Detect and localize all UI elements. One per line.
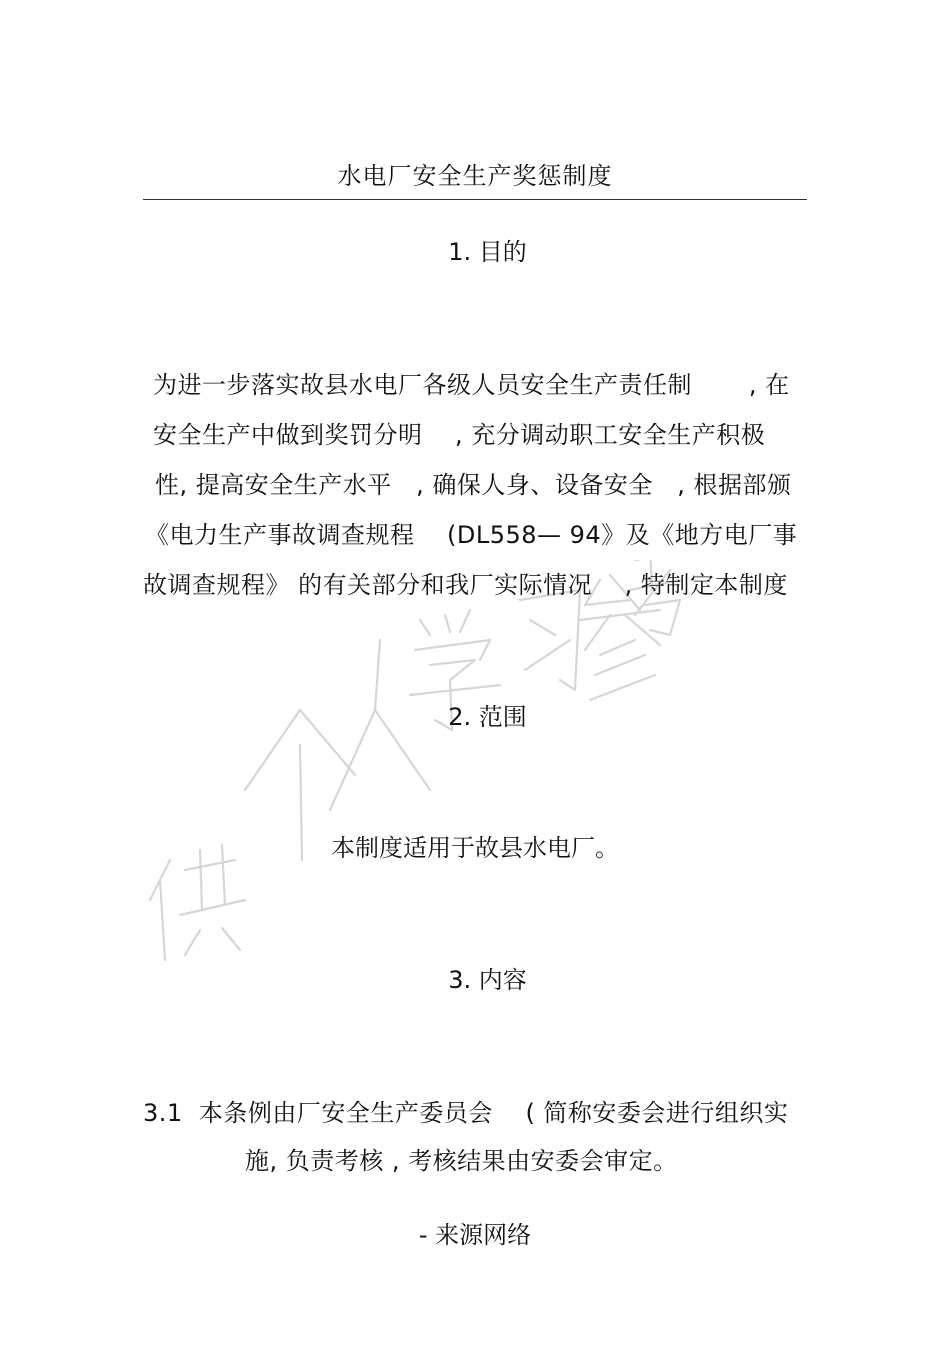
paragraph-line: 3.1 本条例由厂安全生产委员会 ( 简称安委会进行组织实 — [143, 1099, 789, 1127]
paragraph-line: 《电力生产事故调查规程 (DL558— 94》及《地方电厂事 — [145, 521, 798, 549]
paragraph-line: 施, 负责考核 , 考核结果由安委会审定。 — [245, 1147, 678, 1175]
paragraph-line: 故调查规程》 的有关部分和我厂实际情况 , 特制定本制度 — [143, 571, 788, 599]
paragraph-line: 性, 提高安全生产水平 , 确保人身、设备安全 , 根据部颁 — [155, 471, 792, 499]
scope-text: 本制度适用于故县水电厂。 — [331, 834, 619, 862]
section-heading-content: 3. 内容 — [448, 966, 527, 994]
source-footer: - 来源网络 — [418, 1221, 532, 1249]
watermark-signature — [130, 560, 690, 980]
section-heading-scope: 2. 范围 — [448, 703, 527, 731]
paragraph-line: 为进一步落实故县水电厂各级人员安全生产责任制 , 在 — [153, 371, 790, 399]
document-title: 水电厂安全生产奖惩制度 — [337, 162, 613, 190]
paragraph-line: 安全生产中做到奖罚分明 , 充分调动职工安全生产积极 — [153, 421, 766, 449]
title-divider — [143, 199, 807, 200]
section-heading-purpose: 1. 目的 — [448, 238, 527, 266]
